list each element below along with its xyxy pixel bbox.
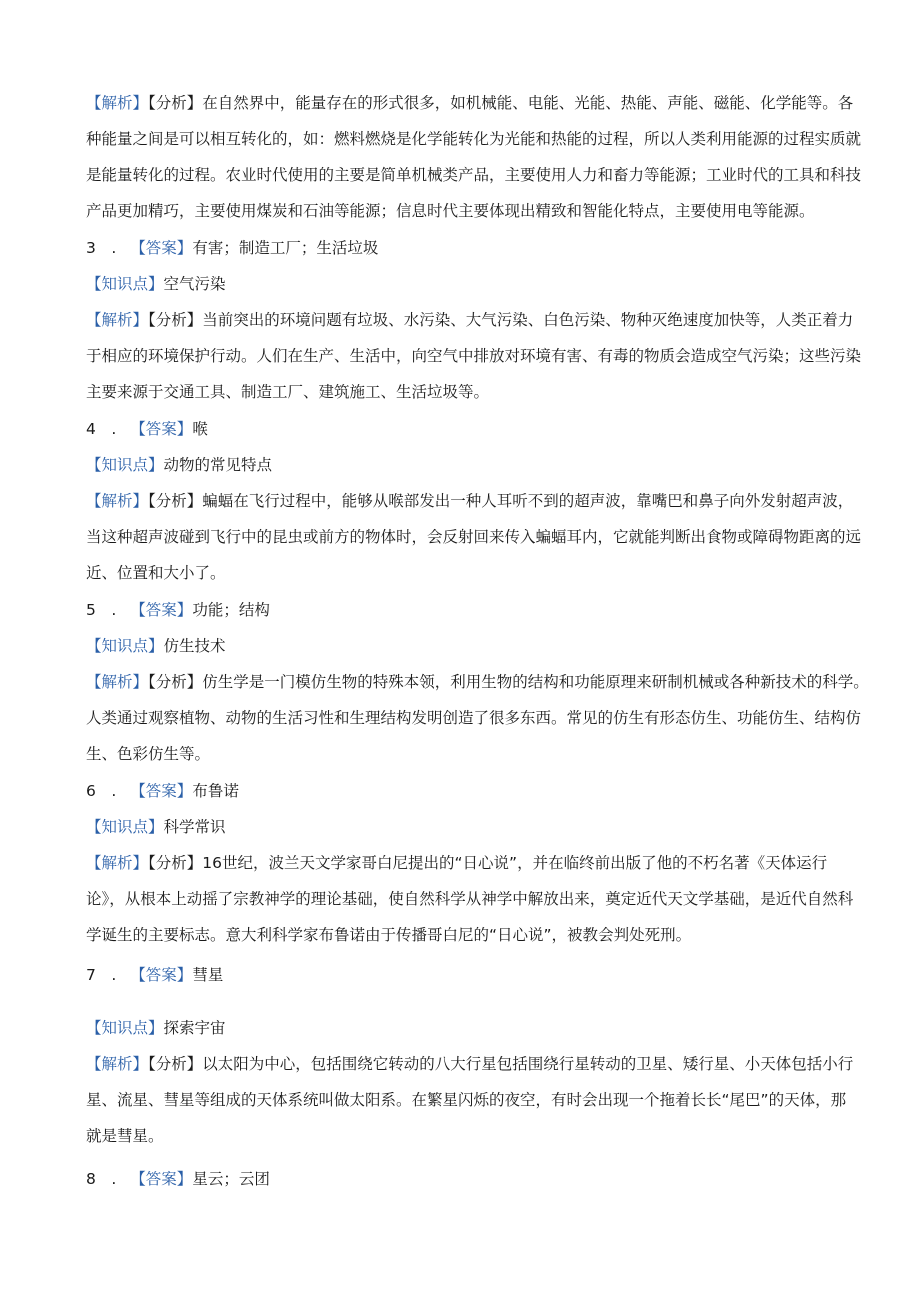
analysis-line: 【解析】【分析】在自然界中，能量存在的形式很多，如机械能、电能、光能、热能、声能、磁能、化学能等。各: [86, 94, 854, 112]
answer-text: 喉: [192, 420, 208, 438]
knowledge-line-q6: [86, 816, 876, 838]
knowledge-line-q7: [86, 1017, 876, 1039]
fenxi-tag: 【分析】: [148, 311, 203, 329]
answer-text: 布鲁诺: [192, 782, 239, 800]
answer-text: 功能；结构: [192, 601, 270, 619]
analysis-line: 星、流星、彗星等组成的天体系统叫做太阳系。在繁星闪烁的夜空，有时会出现一个拖着长长“尾巴”的天体，那: [86, 1091, 847, 1109]
answer-tag: 【答案】: [130, 601, 193, 619]
analysis-line: 【解析】【分析】当前突出的环境问题有垃圾、水污染、大气污染、白色污染、物种灭绝速度加快等，人类正着力: [86, 311, 854, 329]
analysis-line: 产品更加精巧，主要使用煤炭和石油等能源；信息时代主要体现出精致和智能化特点，主要使用电等能源。: [86, 202, 815, 220]
fenxi-tag: 【分析】: [148, 1055, 203, 1073]
analysis-tag: 【解析】: [86, 1055, 149, 1073]
fenxi-tag: 【分析】: [148, 94, 203, 112]
question-number: 7 .: [86, 966, 117, 984]
knowledge-tag: 【知识点】: [86, 275, 164, 293]
fenxi-tag: 【分析】: [148, 673, 203, 691]
analysis-line: 生、色彩仿生等。: [86, 745, 211, 763]
analysis-line: 种能量之间是可以相互转化的，如：燃料燃烧是化学能转化为光能和热能的过程，所以人类利用能源的过程实质就: [86, 130, 862, 148]
question-number: 6 .: [86, 782, 117, 800]
analysis-tag: 【解析】: [86, 311, 149, 329]
analysis-tag: 【解析】: [86, 492, 149, 510]
analysis-tag: 【解析】: [86, 854, 149, 872]
analysis-line: 论》，从根本上动摇了宗教神学的理论基础，使自然科学从神学中解放出来，奠定近代天文学基础，是近代自然科: [86, 890, 854, 908]
analysis-line: 就是彗星。: [86, 1127, 164, 1145]
knowledge-line-q3: [86, 273, 876, 295]
answer-line-q6: [86, 780, 876, 802]
knowledge-tag: 【知识点】: [86, 456, 164, 474]
knowledge-tag: 【知识点】: [86, 637, 164, 655]
answer-line-q4: [86, 418, 876, 440]
analysis-line: 【解析】【分析】仿生学是一门模仿生物的特殊本领，利用生物的结构和功能原理来研制机械或各种新技术的科学。: [86, 673, 869, 691]
analysis-line: 主要来源于交通工具、制造工厂、建筑施工、生活垃圾等。: [86, 383, 490, 401]
knowledge-text: 仿生技术: [163, 637, 226, 655]
knowledge-text: 动物的常见特点: [163, 456, 273, 474]
answer-tag: 【答案】: [130, 239, 193, 257]
knowledge-text: 空气污染: [163, 275, 226, 293]
knowledge-text: 科学常识: [163, 818, 226, 836]
knowledge-line-q4: [86, 454, 876, 476]
answer-line-q3: [86, 237, 876, 259]
question-number: 4 .: [86, 420, 117, 438]
analysis-tag: 【解析】: [86, 673, 149, 691]
analysis-line: 学诞生的主要标志。意大利科学家布鲁诺由于传播哥白尼的“日心说”，被教会判处死刑。: [86, 926, 692, 944]
answer-text: 彗星: [192, 966, 224, 984]
answer-line-q8: [86, 1168, 876, 1190]
knowledge-line-q5: [86, 635, 876, 657]
fenxi-tag: 【分析】: [148, 854, 203, 872]
answer-tag: 【答案】: [130, 1170, 193, 1188]
knowledge-tag: 【知识点】: [86, 1019, 164, 1037]
analysis-line: 是能量转化的过程。农业时代使用的主要是简单机械类产品，主要使用人力和畜力等能源；工业时代的工具和科技: [86, 166, 862, 184]
question-number: 3 .: [86, 239, 117, 257]
knowledge-tag: 【知识点】: [86, 818, 164, 836]
analysis-line: 【解析】【分析】以太阳为中心，包括围绕它转动的八大行星包括围绕行星转动的卫星、矮行星、小天体包括小行: [86, 1055, 854, 1073]
knowledge-text: 探索宇宙: [163, 1019, 226, 1037]
answer-line-q5: [86, 599, 876, 621]
answer-text: 星云；云团: [192, 1170, 270, 1188]
analysis-line: 当这种超声波碰到飞行中的昆虫或前方的物体时，会反射回来传入蝙蝠耳内，它就能判断出食物或障碍物距离的远: [86, 528, 862, 546]
answer-text: 有害；制造工厂；生活垃圾: [192, 239, 379, 257]
analysis-line: 近、位置和大小了。: [86, 564, 226, 582]
analysis-line: 【解析】【分析】16世纪，波兰天文学家哥白尼提出的“日心说”，并在临终前出版了他的不朽名著《天体运行: [86, 854, 828, 872]
answer-tag: 【答案】: [130, 966, 193, 984]
analysis-line: 人类通过观察植物、动物的生活习性和生理结构发明创造了很多东西。常见的仿生有形态仿生、功能仿生、结构仿: [86, 709, 862, 727]
question-number: 5 .: [86, 601, 117, 619]
answer-tag: 【答案】: [130, 782, 193, 800]
fenxi-tag: 【分析】: [148, 492, 203, 510]
analysis-line: 于相应的环境保护行动。人们在生产、生活中，向空气中排放对环境有害、有毒的物质会造成空气污染；这些污染: [86, 347, 862, 365]
question-number: 8 .: [86, 1170, 117, 1188]
analysis-line: 【解析】【分析】蝙蝠在飞行过程中，能够从喉部发出一种人耳听不到的超声波，靠嘴巴和鼻子向外发射超声波，: [86, 492, 854, 510]
answer-tag: 【答案】: [130, 420, 193, 438]
answer-line-q7: [86, 964, 876, 986]
analysis-tag: 【解析】: [86, 94, 149, 112]
